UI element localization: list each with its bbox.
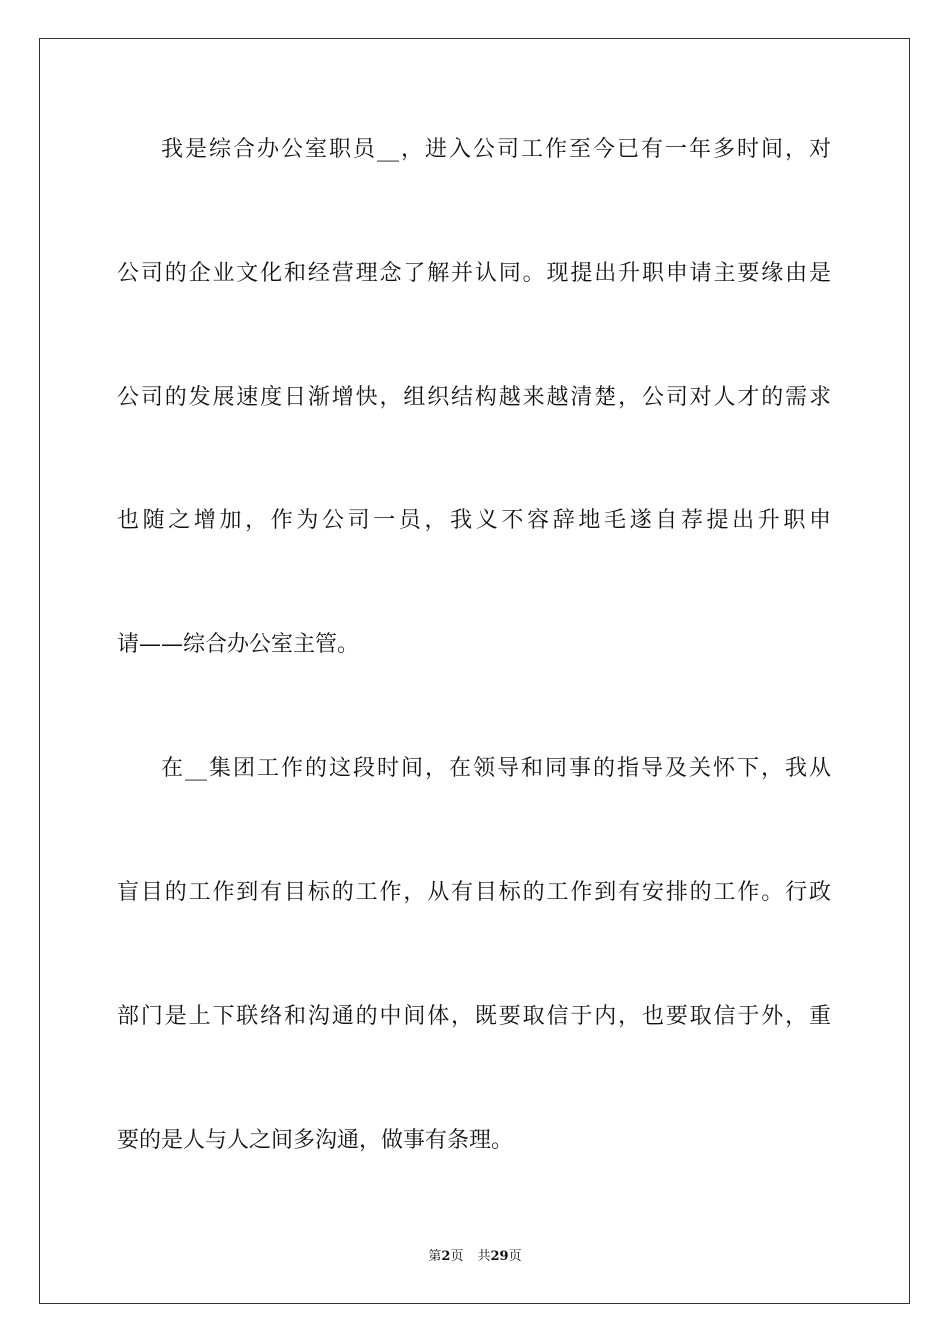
paragraph-2-line-2: 盲目的工作到有目标的工作，从有目标的工作到有安排的工作。行政 bbox=[117, 880, 831, 905]
paragraph-1-line-3: 公司的发展速度日渐增快，组织结构越来越清楚，公司对人才的需求 bbox=[117, 385, 831, 410]
paragraph-2-line-1: 在__集团工作的这段时间，在领导和同事的指导及关怀下，我从 bbox=[161, 756, 831, 781]
paragraph-2-line-4: 要的是人与人之间多沟通，做事有条理。 bbox=[117, 1128, 514, 1153]
paragraph-1-line-4: 也随之增加，作为公司一员，我义不容辞地毛遂自荐提出升职申 bbox=[117, 508, 831, 533]
paragraph-2-line-3: 部门是上下联络和沟通的中间体，既要取信于内，也要取信于外，重 bbox=[117, 1004, 831, 1029]
paragraph-1-line-5: 请——综合办公室主管。 bbox=[117, 632, 360, 657]
page-frame bbox=[39, 38, 910, 1304]
total-unit: 页 bbox=[508, 1249, 522, 1264]
page-footer bbox=[0, 1249, 950, 1265]
total-pages: 29 bbox=[490, 1249, 509, 1264]
paragraph-1-line-2: 公司的企业文化和经营理念了解并认同。现提出升职申请主要缘由是 bbox=[117, 261, 831, 286]
page-unit: 页 bbox=[450, 1249, 464, 1264]
page-number: 2 bbox=[441, 1249, 451, 1264]
total-prefix: 共 bbox=[477, 1249, 491, 1264]
page-prefix: 第 bbox=[428, 1249, 442, 1264]
paragraph-1-line-1: 我是综合办公室职员__，进入公司工作至今已有一年多时间，对 bbox=[161, 137, 831, 162]
